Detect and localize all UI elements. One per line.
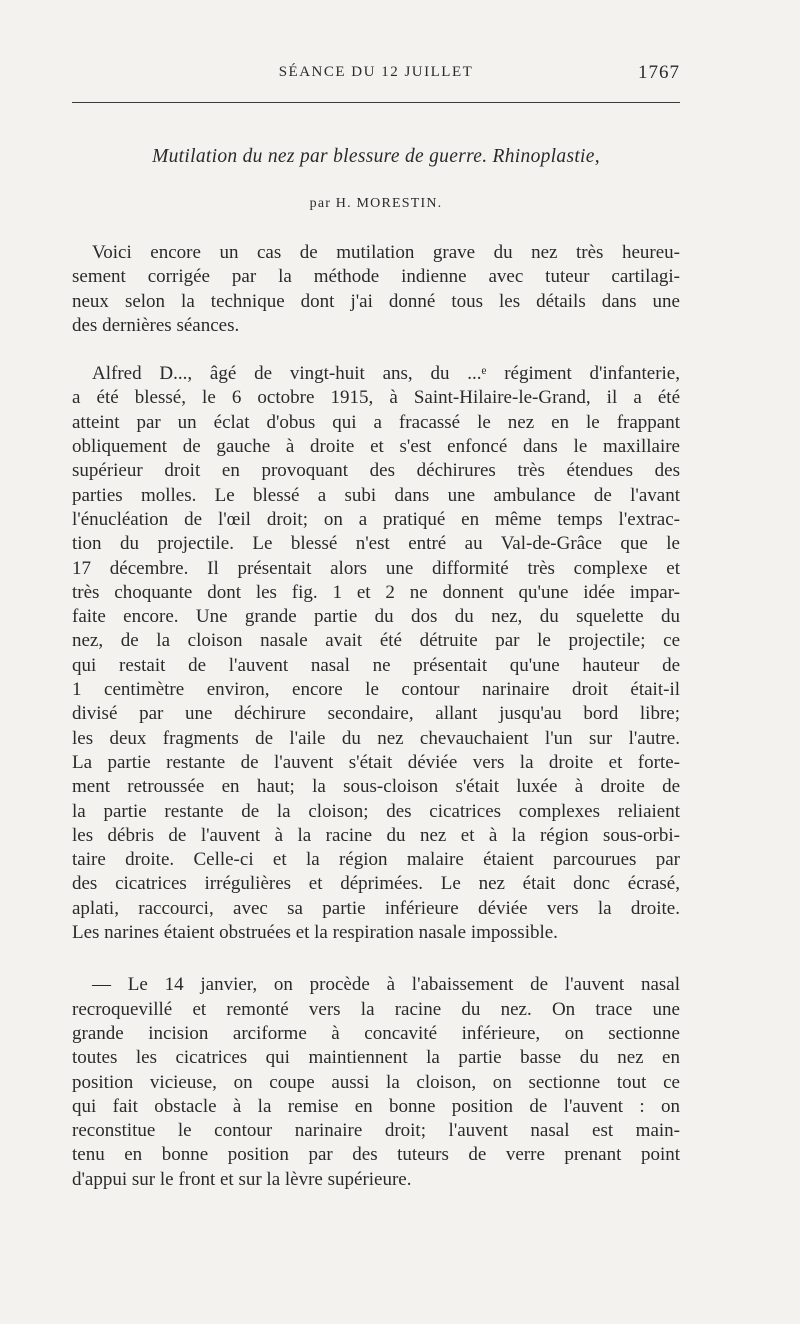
text-line: atteint par un éclat d'obus qui a fracassé le nez en le frappant — [72, 411, 680, 433]
text-line: faite encore. Une grande partie du dos du nez, du squelette du — [72, 606, 680, 628]
page-number: 1767 — [638, 62, 680, 83]
text-line: position vicieuse, on coupe aussi la cloison, on sectionne tout ce — [72, 1071, 680, 1093]
article-author: par H. MORESTIN. — [309, 196, 443, 211]
text-line: ment retroussée en haut; la sous-cloison s'était luxée à droite de — [72, 776, 680, 798]
text-line: La partie restante de l'auvent s'était déviée vers la droite et forte- — [72, 751, 680, 773]
article-body — [72, 241, 680, 1192]
text-line: — Le 14 janvier, on procède à l'abaissement de l'auvent nasal — [92, 974, 680, 996]
text-line: aplati, raccourci, avec sa partie inférieure déviée vers la droite. — [72, 897, 680, 919]
text-line: recroquevillé et remonté vers la racine du nez. On trace une — [72, 998, 680, 1020]
text-line: les débris de l'auvent à la racine du nez et à la région sous-orbi- — [72, 824, 680, 846]
text-line: Les narines étaient obstruées et la respiration nasale impossible. — [72, 922, 558, 944]
text-line: neux selon la technique dont j'ai donné tous les détails dans une — [72, 290, 680, 312]
running-head: SÉANCE DU 12 JUILLET — [278, 64, 474, 80]
text-line: nez, de la cloison nasale avait été détruite par le projectile; ce — [72, 630, 680, 652]
text-line: l'énucléation de l'œil droit; on a pratiqué en même temps l'extrac- — [72, 508, 680, 530]
text-line: la partie restante de la cloison; des cicatrices complexes reliaient — [72, 800, 680, 822]
text-line: tenu en bonne position par des tuteurs de verre prenant point — [72, 1144, 680, 1166]
paragraph-operation — [72, 973, 680, 1192]
text-line: obliquement de gauche à droite et s'est enfoncé dans le maxillaire — [72, 436, 680, 458]
header-rule — [72, 102, 680, 103]
text-line: a été blessé, le 6 octobre 1915, à Saint-Hilaire-le-Grand, il a été — [72, 387, 680, 409]
article-title: Mutilation du nez par blessure de guerre. Rhinoplastie, — [152, 146, 600, 167]
paragraph-case-history — [72, 362, 680, 945]
paragraph-intro — [72, 241, 680, 338]
text-line: toutes les cicatrices qui maintiennent la partie basse du nez en — [72, 1047, 680, 1069]
text-line: parties molles. Le blessé a subi dans une ambulance de l'avant — [72, 484, 680, 506]
text-line: les deux fragments de l'aile du nez chevauchaient l'un sur l'autre. — [72, 727, 680, 749]
text-line: des cicatrices irrégulières et déprimées. Le nez était donc écrasé, — [72, 873, 680, 895]
text-line: Voici encore un cas de mutilation grave du nez très heureu- — [92, 242, 680, 263]
text-line: qui restait de l'auvent nasal ne présentait qu'une hauteur de — [72, 654, 680, 676]
text-line: sement corrigée par la méthode indienne avec tuteur cartilagi- — [72, 266, 680, 288]
text-line: des dernières séances. — [72, 314, 240, 336]
text-line: reconstitue le contour narinaire droit; l'auvent nasal est main- — [72, 1120, 680, 1142]
text-line: divisé par une déchirure secondaire, allant jusqu'au bord libre; — [72, 703, 680, 725]
text-line: très choquante dont les fig. 1 et 2 ne donnent qu'une idée impar- — [72, 581, 680, 603]
page-header — [72, 64, 680, 90]
text-line: taire droite. Celle-ci et la région malaire étaient parcourues par — [72, 849, 680, 871]
text-line: supérieur droit en provoquant des déchirures très étendues des — [72, 460, 680, 482]
text-line: tion du projectile. Le blessé n'est entré au Val-de-Grâce que le — [72, 533, 680, 555]
text-line: qui fait obstacle à la remise en bonne position de l'auvent : on — [72, 1095, 680, 1117]
text-line: 17 décembre. Il présentait alors une difformité très complexe et — [72, 557, 680, 579]
text-line: Alfred D..., âgé de vingt-huit ans, du ...ᵉ régiment d'infanterie, — [92, 363, 680, 385]
text-line: grande incision arciforme à concavité inférieure, on sectionne — [72, 1022, 680, 1044]
text-line: d'appui sur le front et sur la lèvre supérieure. — [72, 1168, 412, 1190]
text-line: 1 centimètre environ, encore le contour narinaire droit était-il — [72, 679, 680, 701]
